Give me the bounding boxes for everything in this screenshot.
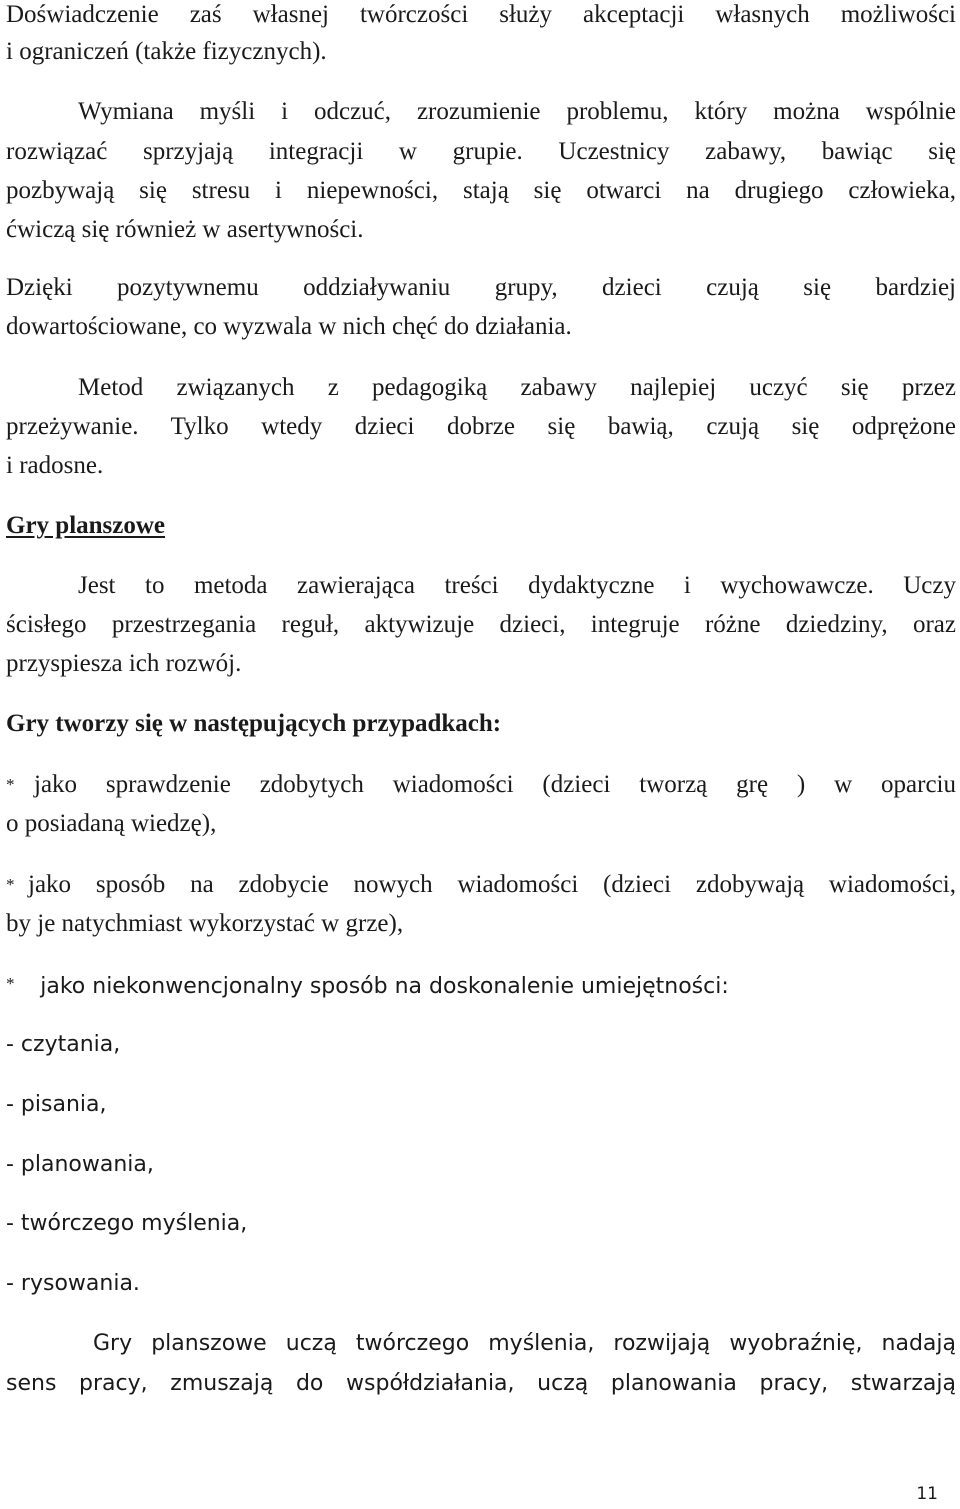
dash-list-item: - rysowania. (6, 1271, 140, 1296)
bullet-item (6, 969, 729, 1002)
bullet-text: jako sposób na zdobycie nowych wiadomości (dzieci zdobywają wiadomości, (28, 871, 956, 898)
section-heading: Gry planszowe (6, 512, 166, 539)
paragraph-line: Wymiana myśli i odczuć, zrozumienie problemu, który można wspólnie (78, 98, 956, 125)
paragraph-line: przeżywanie. Tylko wtedy dzieci dobrze się bawią, czują się odprężone (6, 413, 956, 440)
bullet-item (6, 770, 956, 800)
paragraph-line: i radosne. (6, 452, 104, 479)
paragraph-line: sens pracy, zmuszają do współdziałania, uczą planowania pracy, stwarzają (6, 1371, 956, 1396)
bullet-continuation: o posiadaną wiedzę), (6, 810, 217, 837)
bullet-item (6, 870, 956, 900)
paragraph-line: ćwiczą się również w asertywności. (6, 216, 364, 243)
star-bullet-icon: * (6, 974, 15, 993)
paragraph-line: Doświadczenie zaś własnej twórczości służy akceptacji własnych możliwości (6, 1, 956, 28)
bullet-text: jako sprawdzenie zdobytych wiadomości (dzieci tworzą grę ) w oparciu (34, 771, 956, 798)
paragraph-line: przyspiesza ich rozwój. (6, 650, 242, 677)
paragraph-line: i ograniczeń (także fizycznych). (6, 38, 327, 65)
bullet-text: jako niekonwencjonalny sposób na doskonalenie umiejętności: (40, 974, 729, 999)
paragraph-line: pozbywają się stresu i niepewności, stają się otwarci na drugiego człowieka, (6, 177, 956, 204)
paragraph-line: ścisłego przestrzegania reguł, aktywizuje dzieci, integruje różne dziedziny, oraz (6, 611, 956, 638)
star-bullet-icon: * (6, 875, 15, 894)
paragraph-line: Jest to metoda zawierająca treści dydaktyczne i wychowawcze. Uczy (78, 572, 956, 599)
paragraph-line: dowartościowane, co wyzwala w nich chęć do działania. (6, 313, 572, 340)
dash-list-item: - planowania, (6, 1152, 154, 1177)
bullet-continuation: by je natychmiast wykorzystać w grze), (6, 910, 404, 937)
paragraph-line: Gry planszowe uczą twórczego myślenia, rozwijają wyobraźnię, nadają (93, 1331, 956, 1356)
paragraph-line: rozwiązać sprzyjają integracji w grupie. Uczestnicy zabawy, bawiąc się (6, 138, 956, 165)
dash-list-item: - pisania, (6, 1092, 107, 1117)
paragraph-line: Metod związanych z pedagogiką zabawy najlepiej uczyć się przez (78, 374, 956, 401)
dash-list-item: - twórczego myślenia, (6, 1211, 248, 1236)
subheading: Gry tworzy się w następujących przypadkach: (6, 710, 502, 737)
paragraph-line: Dzięki pozytywnemu oddziaływaniu grupy, dzieci czują się bardziej (6, 274, 956, 301)
page-number: 11 (916, 1484, 938, 1504)
star-bullet-icon: * (6, 775, 15, 794)
dash-list-item: - czytania, (6, 1032, 121, 1057)
